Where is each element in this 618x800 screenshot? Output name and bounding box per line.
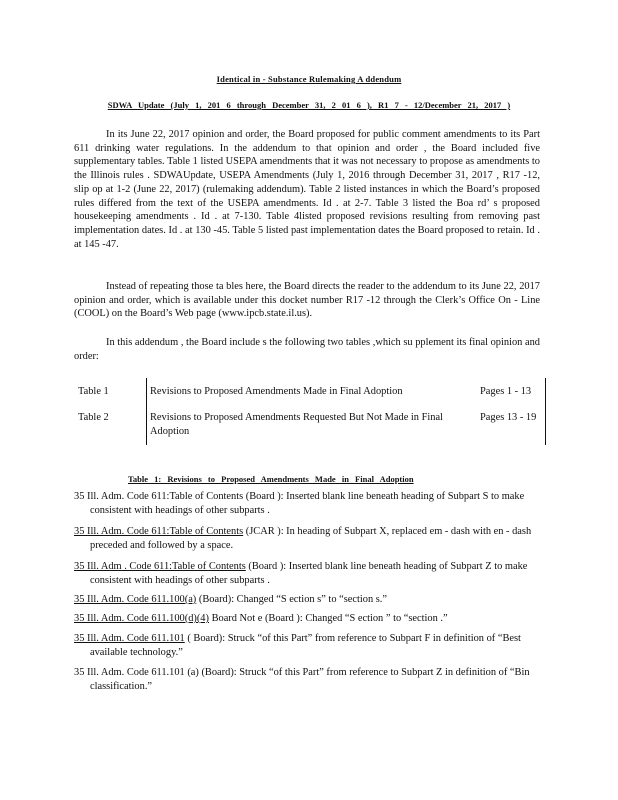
entry-citation: 35 Ill. Adm. Code 611.100(d)(4) — [74, 613, 209, 624]
list-item — [74, 612, 540, 626]
entry-citation: 35 Ill. Adm. Code 611:Table of Contents — [74, 526, 244, 537]
table-row-1-pages: Pages 1 - 13 — [480, 386, 532, 397]
entry-citation: 35 Ill. Adm. Code 611:Table of Contents — [74, 491, 244, 502]
table-divider — [146, 378, 147, 445]
table-row-2-description: Revisions to Proposed Amendments Requested But Not Made in Final Adoption — [150, 412, 443, 437]
list-item — [74, 632, 540, 660]
table-row-2-label: Table 2 — [78, 412, 109, 423]
entry-citation: 35 Ill. Adm. Code 611.100(a) — [74, 594, 197, 605]
table1-heading: Table 1: Revisions to Proposed Amendments Made in Final Adoption — [128, 474, 414, 484]
entry-text: (JCAR ): In heading of Subpart X, replaced em - dash with en - dash preceded and followed by a space. — [90, 526, 532, 551]
table-border — [545, 378, 546, 445]
entry-citation: 35 Ill. Adm. Code 611.101 — [74, 633, 185, 644]
entry-text: (Board): Changed “S ection s” to “section s.” — [196, 594, 388, 605]
summary-table — [74, 378, 546, 445]
table-row-1-description: Revisions to Proposed Amendments Made in Final Adoption — [150, 386, 403, 397]
list-item — [74, 560, 540, 588]
entry-citation: 35 Ill. Adm. Code 611.101 (a) — [74, 667, 199, 678]
document-title: Identical in - Substance Rulemaking A ddendum — [216, 74, 402, 84]
intro-paragraph: In its June 22, 2017 opinion and order, the Board proposed for public comment amendments to its Part 611 drinking water regulations. In the addendum to that opinion and order , the Board included five supplementary tables. Table 1 listed USEPA amendments that it was not necessary to propose as amendments to the Illinois rules . SDWAUpdate, USEPA Amendments (July 1, 2016 through December 31, 2017 , R17 -12, slip op at 1-2 (June 22, 2017) (rulemaking addendum). Table 2 listed instances in which the Board’s proposed rules differed from the text of the USEPA amendments. Id . at 2-7. Table 3 listed the Boa rd’ s proposed housekeeping amendments . Id . at 7-130. Table 4listed proposed revisions resulting from removing past implementation dates. Id . at 130 -45. Table 5 listed past implementation dates the Board proposed to retain. Id . at 145 -47. — [74, 129, 540, 250]
tables-intro-paragraph: In this addendum , the Board include s the following two tables ,which su pplement its final opinion and order: — [74, 337, 540, 362]
entry-text: (Board): Struck “of this Part” from reference to Subpart Z in definition of “Bin classification.” — [90, 667, 530, 692]
entry-text: (Board ): Inserted blank line beneath heading of Subpart Z to make consistent with headings of other subparts . — [90, 561, 528, 586]
list-item — [74, 525, 540, 553]
document-subtitle: SDWA Update (July 1, 201 6 through December 31, 2 01 6 ), R1 7 - 12/December 21, 2017 ) — [107, 100, 511, 110]
table-row-2-pages: Pages 13 - 19 — [480, 412, 537, 423]
entry-text: Board Not e (Board ): Changed “S ection ” to “section .” — [208, 613, 448, 624]
list-item — [74, 666, 540, 694]
entry-citation: 35 Ill. Adm . Code 611:Table of Contents — [74, 561, 246, 572]
list-item — [74, 490, 540, 518]
entry-text: (Board ): Inserted blank line beneath heading of Subpart S to make consistent with headings of other subparts . — [90, 491, 525, 516]
table-row-1-label: Table 1 — [78, 386, 109, 397]
entry-text: ( Board): Struck “of this Part” from reference to Subpart F in definition of “Best available technology.” — [90, 633, 521, 658]
addendum-reference-paragraph: Instead of repeating those ta bles here, the Board directs the reader to the addendum to its June 22, 2017 opinion and order, which is available under this docket number R17 -12 through the Clerk’s Office On - Line (COOL) on the Board’s Web page (www.ipcb.state.il.us). — [74, 281, 540, 320]
list-item — [74, 593, 540, 607]
